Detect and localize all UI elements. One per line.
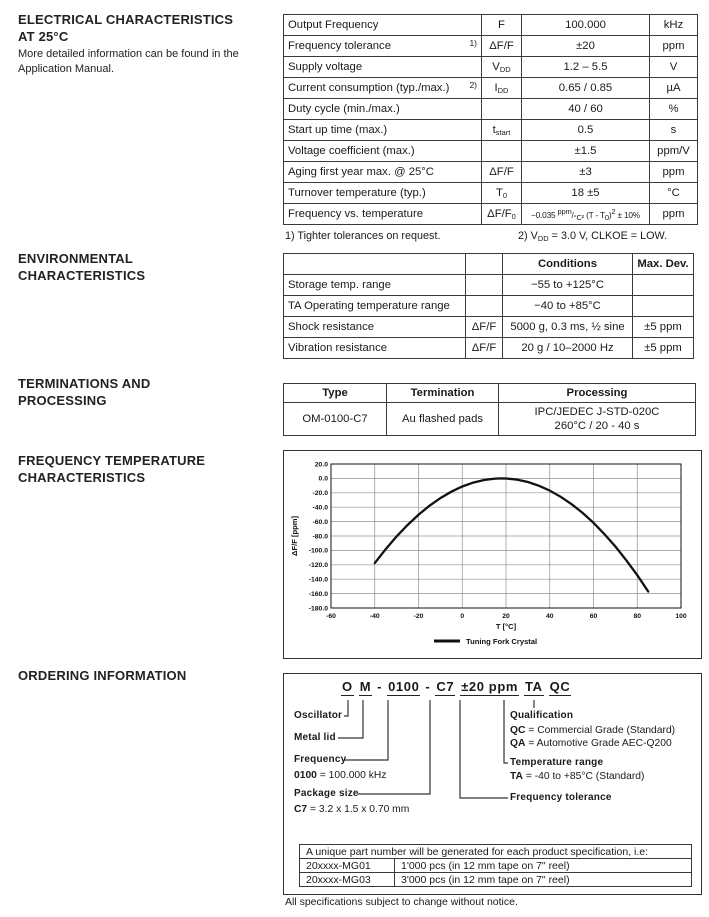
parameter-cell: Output Frequency	[284, 15, 482, 36]
parameter-cell: Start up time (max.)	[284, 120, 482, 141]
part-number-segment: QC	[549, 679, 571, 694]
unit-cell: ppm	[650, 36, 698, 57]
leader-line	[504, 700, 508, 763]
ordering-label-desc: C7 = 3.2 x 1.5 x 0.70 mm	[294, 804, 410, 815]
footnote-1: 1) Tighter tolerances on request.	[285, 230, 441, 242]
conditions-cell: −55 to +125°C	[503, 275, 633, 296]
leader-line	[344, 700, 388, 760]
x-tick-label: 100	[675, 613, 687, 620]
x-tick-label: -40	[369, 613, 380, 620]
symbol-cell: F	[482, 15, 522, 36]
table-row	[284, 78, 698, 99]
unit-cell: s	[650, 120, 698, 141]
symbol-cell: ΔF/F	[482, 162, 522, 183]
ordering-box	[283, 673, 702, 895]
symbol-cell	[466, 275, 503, 296]
parameter-cell: Aging first year max. @ 25°C	[284, 162, 482, 183]
symbol-cell	[466, 296, 503, 317]
environmental-table	[283, 253, 694, 359]
parameter-cell: Turnover temperature (typ.)	[284, 183, 482, 204]
symbol-cell: $\Delta F/F_0$	[482, 204, 522, 225]
symbol-cell: ΔF/F	[466, 317, 503, 338]
value-cell: 0.5	[522, 120, 650, 141]
symbol-cell: $V_{DD}$	[482, 57, 522, 78]
freq-temp-chart	[284, 451, 701, 658]
part-number-cell: 20xxxx-MG03	[300, 873, 395, 887]
ordering-label-title: Oscillator	[294, 710, 343, 721]
symbol-cell	[482, 141, 522, 162]
symbol-cell: $I_{DD}$	[482, 78, 522, 99]
conditions-cell: 20 g / 10–2000 Hz	[503, 338, 633, 359]
ordering-label-title: Frequency	[294, 754, 347, 765]
table-row	[284, 162, 698, 183]
x-tick-label: 40	[545, 613, 554, 620]
y-tick-label: -160.0	[308, 590, 328, 598]
y-tick-label: -100.0	[308, 547, 328, 555]
symbol-cell: $T_0$	[482, 183, 522, 204]
max-dev-cell: ±5 ppm	[633, 317, 694, 338]
table-row	[284, 141, 698, 162]
quantity-cell: 1'000 pcs (in 12 mm tape on 7" reel)	[395, 859, 692, 873]
unit-cell: ppm/V	[650, 141, 698, 162]
parameter-cell: Shock resistance	[284, 317, 466, 338]
value-cell: 40 / 60	[522, 99, 650, 120]
value-cell: ±20	[522, 36, 650, 57]
value-cell: 1.2 – 5.5	[522, 57, 650, 78]
part-number	[341, 679, 571, 696]
table-row	[284, 275, 694, 296]
part-number-segment: TA	[525, 679, 543, 694]
table-row	[284, 15, 698, 36]
y-tick-label: -140.0	[308, 576, 328, 584]
parameter-cell: TA Operating temperature range	[284, 296, 466, 317]
table-row	[284, 57, 698, 78]
parameter-cell: Storage temp. range	[284, 275, 466, 296]
parameter-cell: Supply voltage	[284, 57, 482, 78]
part-number-segment: 0100	[388, 679, 420, 694]
unit-cell: %	[650, 99, 698, 120]
y-tick-label: -20.0	[312, 490, 328, 498]
environmental-table-head	[284, 254, 694, 275]
ordering-label-desc: QC = Commercial Grade (Standard)	[510, 725, 676, 736]
x-tick-label: -20	[413, 613, 424, 620]
legend-label: Tuning Fork Crystal	[466, 637, 538, 646]
unit-cell: V	[650, 57, 698, 78]
table-row	[284, 317, 694, 338]
unit-cell: µA	[650, 78, 698, 99]
table-row	[284, 403, 696, 436]
ordering-label-desc: QA = Automotive Grade AEC-Q200	[510, 738, 672, 749]
table-row	[284, 183, 698, 204]
y-tick-label: 20.0	[314, 461, 328, 469]
section-title-environmental: ENVIRONMENTAL CHARACTERISTICS	[18, 251, 146, 283]
parameter-cell: Frequency vs. temperature	[284, 204, 482, 225]
unit-cell: kHz	[650, 15, 698, 36]
section-title-ordering: ORDERING INFORMATION	[18, 668, 187, 683]
table-header-row	[284, 384, 696, 403]
page-footer: All specifications subject to change without notice.	[285, 896, 518, 908]
header-cell	[466, 254, 503, 275]
part-number-segment: C7	[436, 679, 455, 694]
x-tick-label: 60	[589, 613, 598, 620]
quantity-cell: 3'000 pcs (in 12 mm tape on 7" reel)	[395, 873, 692, 887]
section-subtitle-electrical: More detailed information can be found in the Application Manual.	[18, 48, 239, 75]
y-tick-label: -40.0	[312, 504, 328, 512]
electrical-table-body	[284, 15, 698, 225]
y-tick-label: -180.0	[308, 605, 328, 613]
x-tick-label: -60	[326, 613, 336, 620]
header-cell: Max. Dev.	[633, 254, 694, 275]
value-cell: −0.035 $^{ppm}/_{^\circ C^2}$ $(T - T_0)^2 \pm 10\%$	[522, 204, 650, 225]
part-number-segment: -	[425, 679, 431, 694]
table-row	[284, 99, 698, 120]
part-number-segment: ±20 ppm	[461, 679, 519, 694]
ordering-label-title: Package size	[294, 788, 359, 799]
table-row	[300, 873, 692, 887]
ordering-label-title: Qualification	[510, 710, 574, 721]
unit-cell: ppm	[650, 162, 698, 183]
ordering-label-desc: 0100 = 100.000 kHz	[294, 770, 387, 781]
table-header-row	[300, 845, 692, 859]
header-cell: Processing	[499, 384, 696, 403]
part-number-cell: 20xxxx-MG01	[300, 859, 395, 873]
parameter-cell: Vibration resistance	[284, 338, 466, 359]
section-title-electrical: ELECTRICAL CHARACTERISTICS AT 25°C	[18, 12, 234, 44]
terminations-table-head	[284, 384, 696, 403]
value-cell: 0.65 / 0.85	[522, 78, 650, 99]
table-row	[300, 859, 692, 873]
part-number-table-body	[300, 845, 692, 887]
ordering-label-title: Frequency tolerance	[510, 792, 612, 803]
ordering-label-title: Temperature range	[510, 757, 604, 768]
part-number-table	[299, 844, 692, 887]
type-cell: OM-0100-C7	[284, 403, 387, 436]
table-row	[284, 36, 698, 57]
ordering-label-title: Metal lid	[294, 732, 336, 743]
parameter-cell: Voltage coefficient (max.)	[284, 141, 482, 162]
section-title-terminations: TERMINATIONS AND PROCESSING	[18, 376, 151, 408]
symbol-cell: ΔF/F	[466, 338, 503, 359]
termination-cell: Au flashed pads	[387, 403, 499, 436]
table-header-row	[284, 254, 694, 275]
conditions-cell: 5000 g, 0.3 ms, ½ sine	[503, 317, 633, 338]
y-tick-label: -60.0	[312, 518, 328, 526]
symbol-cell: $t_{start}$	[482, 120, 522, 141]
leader-line	[344, 700, 348, 716]
value-cell: ±3	[522, 162, 650, 183]
conditions-cell: −40 to +85°C	[503, 296, 633, 317]
y-tick-label: -80.0	[312, 533, 328, 541]
tuning-fork-curve	[375, 478, 648, 591]
footnote-2: 2) $V_{DD} = 3.0$ V, CLKOE = LOW.	[518, 230, 668, 243]
header-cell: Conditions	[503, 254, 633, 275]
symbol-cell: ΔF/F	[482, 36, 522, 57]
header-cell	[284, 254, 466, 275]
terminations-table	[283, 383, 696, 436]
x-tick-label: 80	[633, 613, 642, 620]
x-axis-label: T [°C]	[495, 622, 517, 631]
y-axis-label: ΔF/F [ppm]	[290, 515, 299, 557]
value-cell: 18 ±5	[522, 183, 650, 204]
x-tick-label: 0	[460, 613, 465, 620]
parameter-cell: Frequency tolerance 1)	[284, 36, 482, 57]
table-row	[284, 120, 698, 141]
part-number-segment: O	[342, 679, 353, 694]
parameter-cell: Current consumption (typ./max.) 2)	[284, 78, 482, 99]
processing-cell: IPC/JEDEC J-STD-020C 260°C / 20 - 40 s	[499, 403, 696, 436]
max-dev-cell	[633, 296, 694, 317]
table-row	[284, 296, 694, 317]
x-tick-label: 20	[502, 613, 510, 620]
max-dev-cell	[633, 275, 694, 296]
header-cell: Type	[284, 384, 387, 403]
value-cell: ±1.5	[522, 141, 650, 162]
freq-temp-chart-box	[283, 450, 702, 659]
y-tick-label: 0.0	[318, 475, 328, 483]
parameter-cell: Duty cycle (min./max.)	[284, 99, 482, 120]
table-row	[284, 204, 698, 225]
part-table-header: A unique part number will be generated for each product specification, i.e:	[300, 845, 692, 859]
leader-line	[460, 700, 508, 798]
value-cell: 100.000	[522, 15, 650, 36]
part-number-segment: -	[377, 679, 383, 694]
symbol-cell	[482, 99, 522, 120]
unit-cell: ppm	[650, 204, 698, 225]
max-dev-cell: ±5 ppm	[633, 338, 694, 359]
table-row	[284, 338, 694, 359]
environmental-table-body	[284, 275, 694, 359]
terminations-table-body	[284, 403, 696, 436]
electrical-table	[283, 14, 698, 225]
unit-cell: °C	[650, 183, 698, 204]
section-title-frequency-temperature: FREQUENCY TEMPERATURE CHARACTERISTICS	[18, 453, 206, 485]
ordering-label-desc: TA = -40 to +85°C (Standard)	[510, 771, 645, 782]
y-tick-label: -120.0	[308, 562, 328, 570]
header-cell: Termination	[387, 384, 499, 403]
part-number-segment: M	[359, 679, 372, 694]
